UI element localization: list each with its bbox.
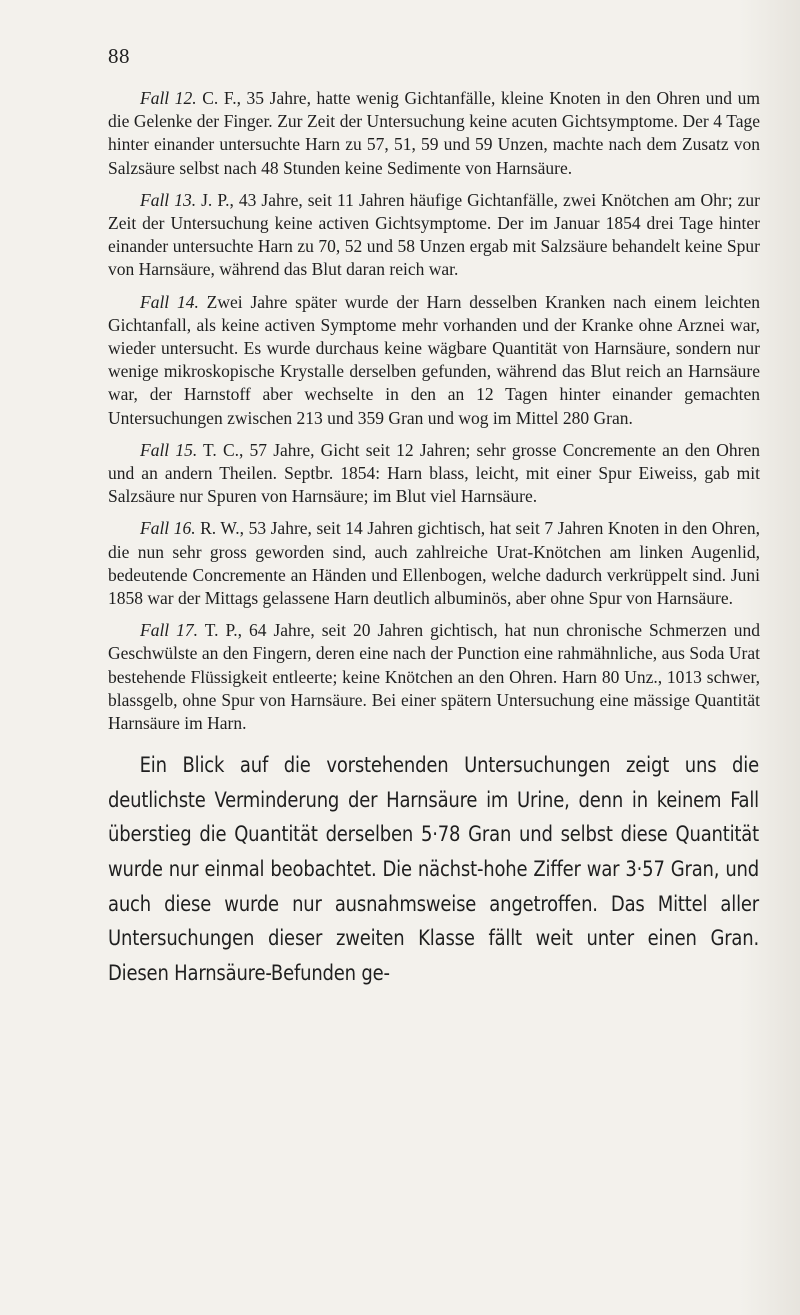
case-text: J. P., 43 Jahre, seit 11 Jahren häufige Gichtanfälle, zwei Knötchen am Ohr; zur Zeit der Untersuchung keine activen Gichtsymptome. Der im Januar 1854 drei Tage hinter einander untersuchte Harn zu 70, 52 und 58 Unzen ergab mit Salzsäure behandelt keine Spur von Harnsäure, während das Blut daran reich war. (108, 189, 760, 280)
case-text: C. F., 35 Jahre, hatte wenig Gichtanfälle, kleine Knoten in den Ohren und um die Gelenke der Finger. Zur Zeit der Untersuchung keine acuten Gichtsymptome. Der 4 Tage hinter einander untersuchte Harn zu 57, 51, 59 und 59 Unzen, machte nach dem Zusatz von Salzsäure selbst nach 48 Stunden keine Sedimente von Harnsäure. (108, 88, 760, 178)
case-text: T. P., 64 Jahre, seit 20 Jahren gichtisch, hat nun chronische Schmerzen und Geschwülste an den Fingern, deren eine nach der Punction eine rahmähnliche, aus Soda Urat bestehende Flüssigkeit entleerte; keine Knötchen an den Ohren. Harn 80 Unz., 1013 schwer, blassgelb, ohne Spur von Harnsäure. Bei einer spätern Untersuchung eine mässige Quantität Harnsäure im Harn. (108, 620, 760, 734)
case-paragraph-12 (108, 87, 760, 180)
case-label: Fall 12. (140, 88, 197, 108)
case-paragraph-14 (108, 291, 760, 430)
case-paragraph-13 (108, 189, 760, 282)
case-text: T. C., 57 Jahre, Gicht seit 12 Jahren; sehr grosse Concremente an den Ohren und an andern Theilen. Septbr. 1854: Harn blass, leicht, mit einer Spur Eiweiss, gab mit Salzsäure nur Spuren von Harnsäure; im Blut viel Harnsäure. (108, 439, 760, 507)
page-body (108, 87, 760, 991)
case-text: Zwei Jahre später wurde der Harn desselben Kranken nach einem leichten Gichtanfall, als keine activen Symptome mehr vorhanden und der Kranke ohne Arznei war, wieder untersucht. Es wurde durchaus keine wägbare Quantität von Harnsäure, sondern nur wenige mikroskopische Krystalle derselben gefunden, während das Blut reich an Harnsäure war, der Harnstoff aber wechselte in den an 12 Tagen hinter einander gemachten Untersuchungen zwischen 213 und 359 Gran und wog im Mittel 280 Gran. (108, 291, 760, 428)
case-label: Fall 14. (140, 291, 199, 312)
case-label: Fall 15. (140, 439, 198, 460)
case-paragraph-15 (108, 439, 760, 509)
case-label: Fall 13. (140, 189, 197, 210)
page-number: 88 (108, 44, 130, 68)
conclusion-paragraph: Ein Blick auf die vorstehenden Untersuchungen zeigt uns die deutlichste Verminderung der Harnsäure im Urine, denn in keinem Fall überstieg die Quantität derselben 5·78 Gran und selbst diese Quantität wurde nur einmal beobachtet. Die nächst-hohe Ziffer war 3·57 Gran, und auch diese wurde nur ausnahmsweise angetroffen. Das Mittel aller Untersuchungen dieser zweiten Klasse fällt weit unter einen Gran. Diesen Harnsäure-Befunden ge- (108, 753, 759, 986)
case-paragraph-17 (108, 619, 760, 735)
case-label: Fall 17. (140, 620, 199, 641)
case-label: Fall 16. (140, 518, 196, 539)
case-text: R. W., 53 Jahre, seit 14 Jahren gichtisch, hat seit 7 Jahren Knoten in den Ohren, die nun sehr gross geworden sind, auch zahlreiche Urat-Knötchen am linken Augenlid, bedeutende Concremente an Händen und Ellenbogen, welche dadurch verkrüppelt sind. Juni 1858 war der Mittags gelassene Harn deutlich albuminös, aber ohne Spur von Harnsäure. (108, 518, 760, 609)
case-paragraph-16 (108, 517, 760, 610)
